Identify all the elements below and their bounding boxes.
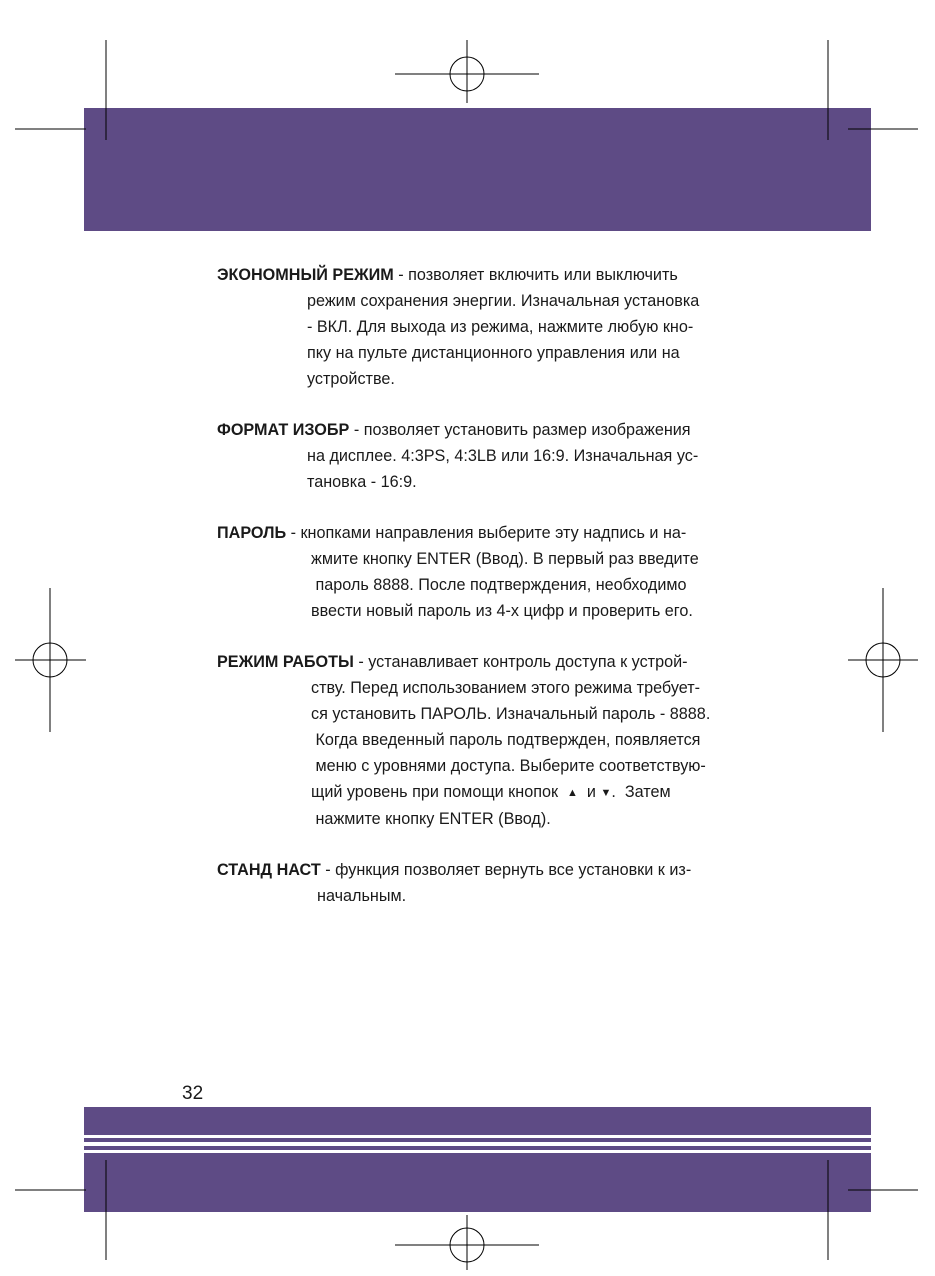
entry-lead: - позволяет включить или выключить (393, 266, 678, 284)
entry-term: РЕЖИМ РАБОТЫ (217, 653, 354, 671)
up-arrow-icon: ▲ (567, 787, 578, 799)
entry-arrow-line: щий уровень при помощи кнопок ▲ и ▼. Затем (311, 783, 671, 801)
entry-default-settings (217, 857, 817, 909)
entry-line: начальным. (317, 887, 407, 905)
entry-line: - ВКЛ. Для выхода из режима, нажмите любую кно- (307, 318, 694, 336)
header-band (84, 108, 871, 231)
menu-descriptions (217, 262, 817, 934)
footer-band-upper (84, 1107, 871, 1135)
entry-line: тановка - 16:9. (307, 473, 417, 491)
entry-line: ся установить ПАРОЛЬ. Изначальный пароль - 8888. (311, 705, 711, 723)
footer-rule (84, 1146, 871, 1150)
down-arrow-icon: ▼ (600, 787, 612, 799)
entry-line: на дисплее. 4:3PS, 4:3LB или 16:9. Изначальная ус- (307, 447, 699, 465)
entry-term: ЭКОНОМНЫЙ РЕЖИМ (217, 266, 394, 284)
entry-line: Когда введенный пароль подтвержден, появляется (311, 731, 701, 749)
registration-mark (33, 643, 67, 677)
registration-mark (866, 643, 900, 677)
footer-rule (84, 1138, 871, 1142)
entry-lead: - позволяет установить размер изображения (349, 421, 691, 439)
entry-line: режим сохранения энергии. Изначальная установка (307, 292, 700, 310)
entry-lead: - устанавливает контроль доступа к устрой- (353, 653, 688, 671)
registration-mark (450, 1228, 484, 1262)
entry-term: ФОРМАТ ИЗОБР (217, 421, 350, 439)
registration-mark (450, 57, 484, 91)
entry-line: жмите кнопку ENTER (Ввод). В первый раз введите (311, 550, 699, 568)
entry-line: пароль 8888. После подтверждения, необходимо (311, 576, 687, 594)
entry-line: меню с уровнями доступа. Выберите соответствую- (311, 757, 706, 775)
entry-line: ству. Перед использованием этого режима требует- (311, 679, 700, 697)
entry-line: устройстве. (307, 370, 395, 388)
entry-picture-format (217, 417, 817, 495)
entry-line: ввести новый пароль из 4-х цифр и проверить его. (311, 602, 693, 620)
entry-eco-mode (217, 262, 817, 392)
entry-term: ПАРОЛЬ (217, 524, 287, 542)
entry-term: СТАНД НАСТ (217, 861, 321, 879)
entry-line: пку на пульте дистанционного управления или на (307, 344, 680, 362)
entry-operation-mode (217, 649, 817, 832)
footer-band-lower (84, 1153, 871, 1212)
entry-password (217, 520, 817, 624)
entry-lead: - кнопками направления выберите эту надпись и на- (286, 524, 687, 542)
entry-lead: - функция позволяет вернуть все установки к из- (320, 861, 692, 879)
page-number: 32 (182, 1083, 204, 1104)
entry-line: нажмите кнопку ENTER (Ввод). (311, 810, 551, 828)
